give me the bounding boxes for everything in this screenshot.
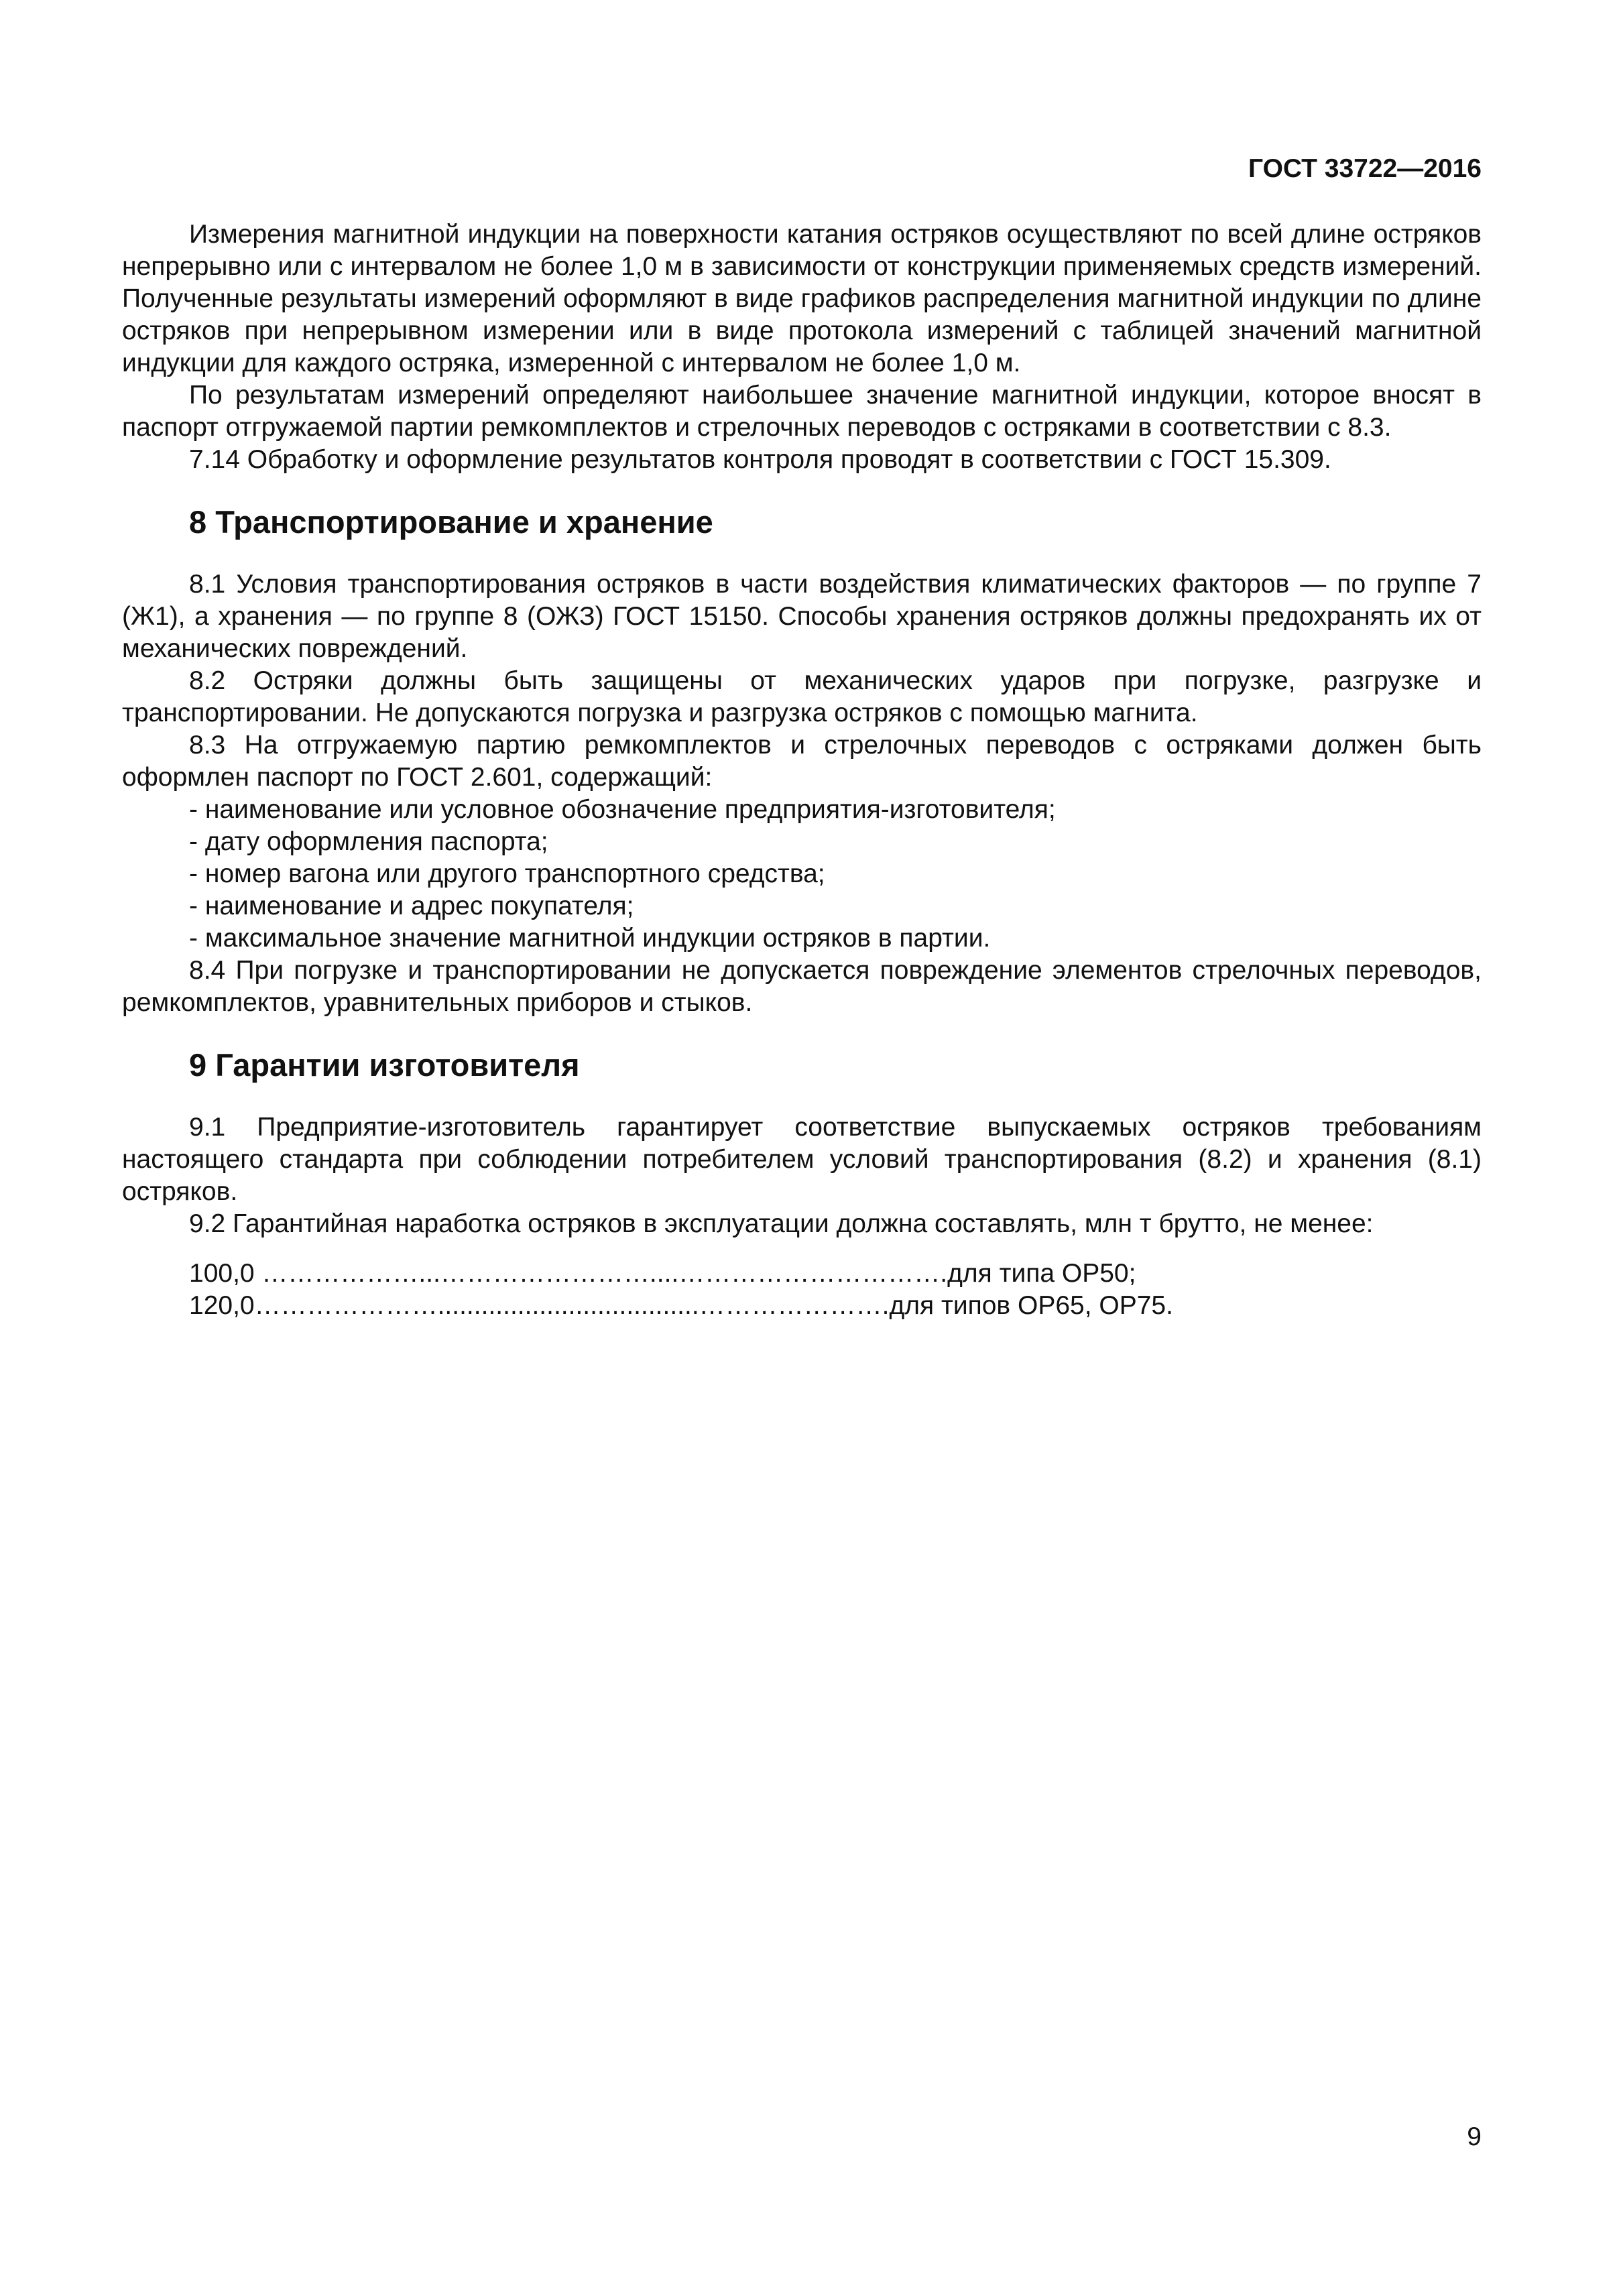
paragraph-8-3: 8.3 На отгружаемую партию ремкомплектов и стрелочных переводов с остряками должен быть оформлен паспорт по ГОСТ 2.601, содержащий: [122, 731, 1482, 792]
page-number: 9 [1467, 2122, 1482, 2151]
list-item: - номер вагона или другого транспортного средства; [189, 859, 825, 888]
section-8-heading: 8 Транспортирование и хранение [189, 504, 713, 540]
paragraph-9-1: 9.1 Предприятие-изготовитель гарантирует соответствие выпускаемых остряков требованиям настоящего стандарта при соблюдении потребителем условий транспортирования (8.2) и хранения (8.1) остряков. [122, 1113, 1482, 1206]
list-item: - максимальное значение магнитной индукции остряков в партии. [189, 924, 991, 953]
paragraph-8-1: 8.1 Условия транспортирования остряков в части воздействия климатических факторов — по группе 7 (Ж1), а хранения — по группе 8 (ОЖЗ) ГОСТ 15150. Способы хранения остряков должны предохранять их от механических повреждений. [122, 570, 1482, 663]
paragraph-8-4: 8.4 При погрузке и транспортировании не допускается повреждение элементов стрелочных переводов, ремкомплектов, уравнительных приборов и стыков. [122, 956, 1482, 1017]
list-item: - наименование или условное обозначение предприятия-изготовителя; [189, 795, 1056, 824]
paragraph-8-2: 8.2 Остряки должны быть защищены от механических ударов при погрузке, разгрузке и транспортировании. Не допускаются погрузка и разгрузка остряков с помощью магнита. [122, 666, 1482, 727]
document-code: ГОСТ 33722—2016 [1248, 154, 1482, 183]
paragraph-9-2: 9.2 Гарантийная наработка остряков в эксплуатации должна составлять, млн т брутто, не менее: [189, 1209, 1374, 1238]
page-content [122, 219, 1482, 1322]
paragraph-max-value: По результатам измерений определяют наибольшее значение магнитной индукции, которое вносят в паспорт отгружаемой партии ремкомплектов и стрелочных переводов с остряками в соответствии с 8.3. [122, 381, 1482, 442]
list-item: - наименование и адрес покупателя; [189, 892, 634, 920]
list-item: - дату оформления паспорта; [189, 827, 548, 856]
warranty-line-or65-or75: 120,0…………………....................................………………….для типов ОР65, ОР75. [189, 1291, 1173, 1320]
warranty-line-or50: 100,0 ………………...……………………....………………………….для типа ОР50; [189, 1259, 1136, 1288]
paragraph-measurement-method: Измерения магнитной индукции на поверхности катания остряков осуществляют по всей длине остряков непрерывно или с интервалом не более 1,0 м в зависимости от конструкции применяемых средств измерений. Полученные результаты измерений оформляют в виде графиков распределения магнитной индукции по длине остряков при непрерывном измерении или в виде протокола измерений с таблицей значений магнитной индукции для каждого остряка, измеренной с интервалом не более 1,0 м. [122, 220, 1482, 377]
warranty-values [122, 1258, 1482, 1322]
paragraph-7-14: 7.14 Обработку и оформление результатов контроля проводят в соответствии с ГОСТ 15.309. [189, 445, 1331, 474]
section-9-heading: 9 Гарантии изготовителя [189, 1047, 580, 1083]
